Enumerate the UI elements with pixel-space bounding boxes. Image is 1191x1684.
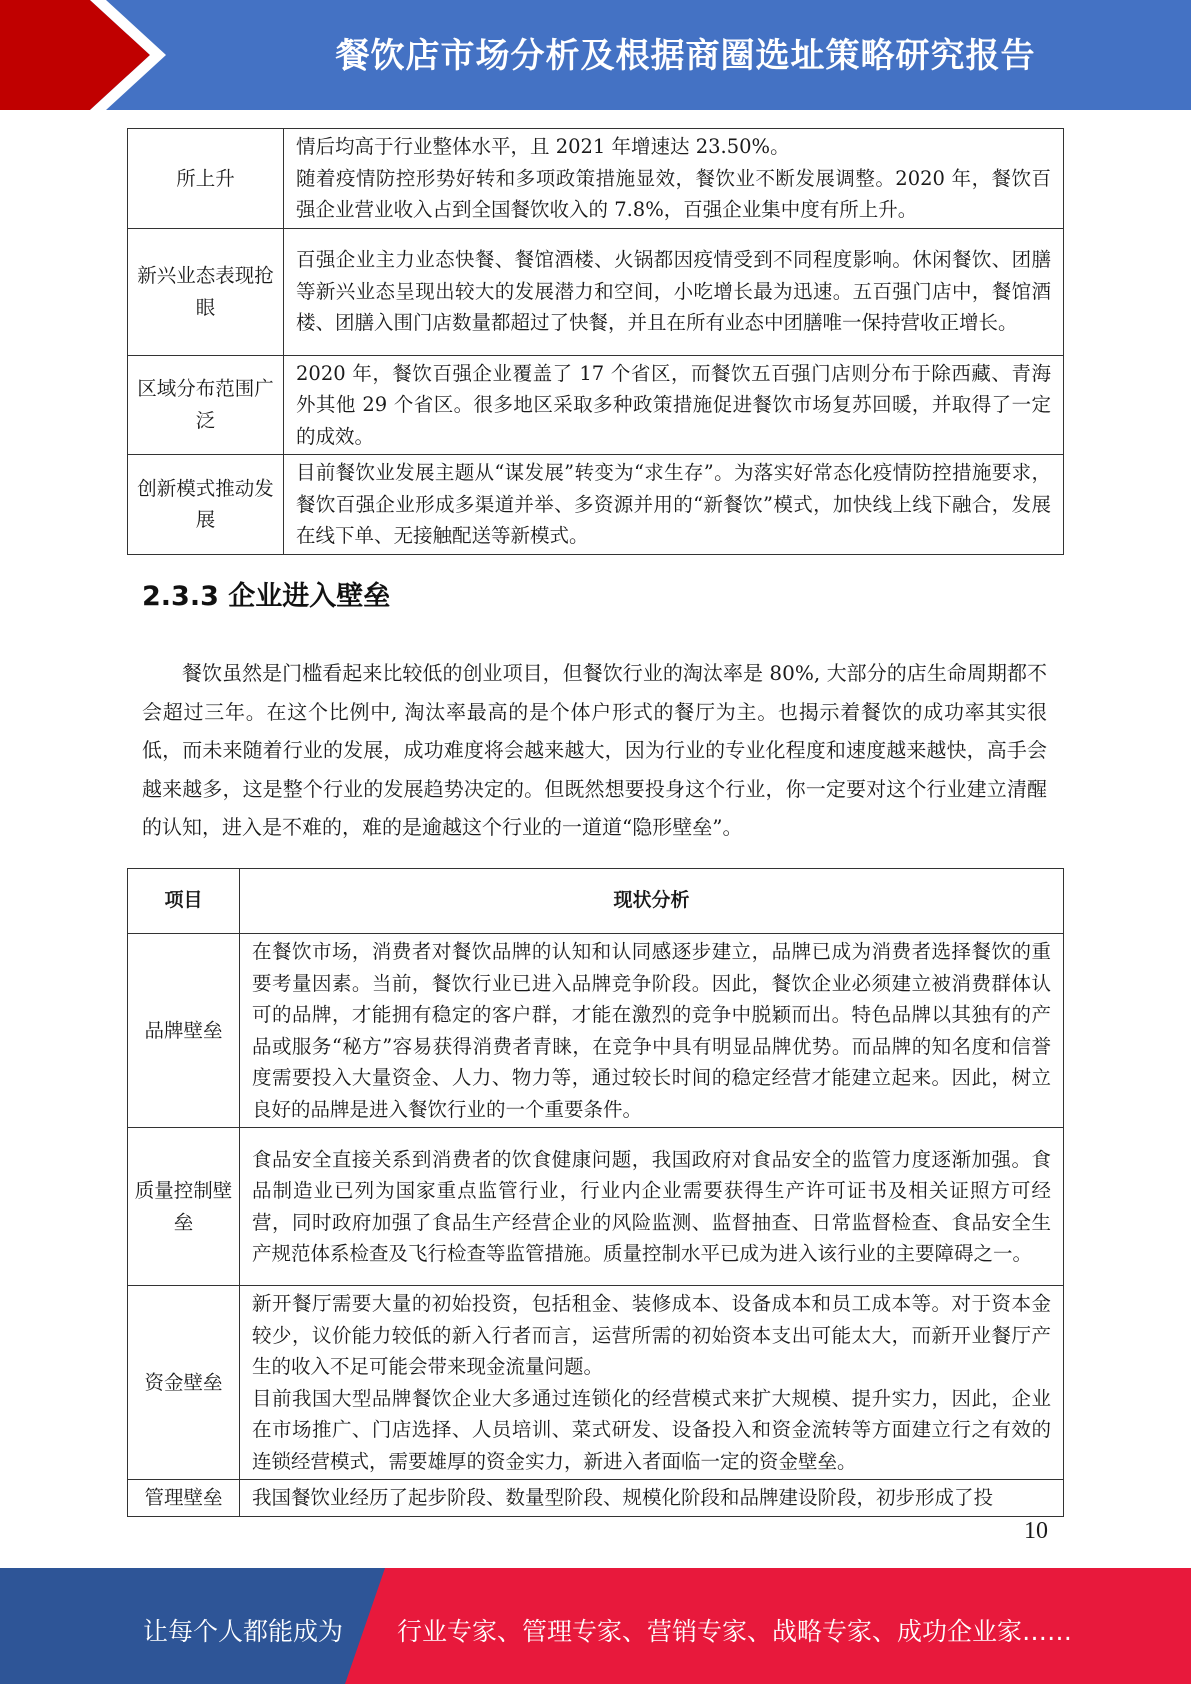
row-content — [240, 934, 1064, 1128]
row-content — [284, 355, 1064, 455]
row-paragraph: 目前餐饮业发展主题从“谋发展”转变为“求生存”。为落实好常态化疫情防控措施要求，餐饮百强企业形成多渠道并举、多资源并用的“新餐饮”模式，加快线上线下融合，发展在线下单、无接触配送等新模式。 — [296, 461, 1051, 547]
table-row — [128, 228, 1064, 355]
row-label: 新兴业态表现抢眼 — [128, 228, 284, 355]
footer-slogan-right: 行业专家、管理专家、营销专家、战略专家、成功企业家…… — [397, 1617, 1073, 1646]
table-row — [128, 1480, 1064, 1517]
table-row — [128, 455, 1064, 555]
row-content — [240, 1286, 1064, 1480]
row-label: 质量控制壁垒 — [128, 1128, 240, 1286]
row-content — [240, 1128, 1064, 1286]
row-paragraph: 百强企业主力业态快餐、餐馆酒楼、火锅都因疫情受到不同程度影响。休闲餐饮、团膳等新兴业态呈现出较大的发展潜力和空间，小吃增长最为迅速。五百强门店中，餐馆酒楼、团膳入围门店数量都超过了快餐，并且在所有业态中团膳唯一保持营收正增长。 — [296, 248, 1051, 335]
row-content — [284, 228, 1064, 355]
row-paragraph: 情后均高于行业整体水平，且 2021 年增速达 23.50%。 — [296, 135, 790, 158]
row-paragraph: 目前我国大型品牌餐饮企业大多通过连锁化的经营模式来扩大规模、提升实力，因此，企业在市场推广、门店选择、人员培训、菜式研发、设备投入和资金流转等方面建立行之有效的连锁经营模式，需要雄厚的资金实力，新进入者面临一定的资金壁垒。 — [252, 1386, 1051, 1473]
table-row — [128, 129, 1064, 229]
row-paragraph: 新开餐厅需要大量的初始投资，包括租金、装修成本、设备成本和员工成本等。对于资本金较少，议价能力较低的新入行者而言，运营所需的初始资本支出可能太大，而新开业餐厅产生的收入不足可能会带来现金流量问题。 — [252, 1292, 1051, 1378]
row-label: 品牌壁垒 — [128, 934, 240, 1128]
row-label: 资金壁垒 — [128, 1286, 240, 1480]
table-header-row — [128, 869, 1064, 934]
section-body-paragraph: 餐饮虽然是门槛看起来比较低的创业项目，但餐饮行业的淘汰率是 80%, 大部分的店生命周期都不会超过三年。在这个比例中, 淘汰率最高的是个体户形式的餐厅为主。也揭示着餐饮的成功率其实很低，而未来随着行业的发展，成功难度将会越来越大，因为行业的专业化程度和速度越来越快，高手会越来越多，这是整个行业的发展趋势决定的。但既然想要投身这个行业，你一定要对这个行业建立清醒的认知，进入是不难的，难的是逾越这个行业的一道道“隐形壁垒”。 — [142, 661, 1047, 839]
row-label: 创新模式推动发展 — [128, 455, 284, 555]
row-content — [284, 129, 1064, 229]
row-label: 区域分布范围广泛 — [128, 355, 284, 455]
header-title: 餐饮店市场分析及根据商圈选址策略研究报告 — [335, 36, 1036, 76]
industry-features-table — [127, 128, 1064, 555]
table-row — [128, 355, 1064, 455]
section-title: 2.3.3 企业进入壁垒 — [142, 581, 391, 612]
column-header-item: 项目 — [128, 869, 240, 934]
page-footer — [0, 1568, 1191, 1684]
row-paragraph: 2020 年，餐饮百强企业覆盖了 17 个省区，而餐饮五百强门店则分布于除西藏、青海外其他 29 个省区。很多地区采取多种政策措施促进餐饮市场复苏回暖，并取得了一定的成效。 — [296, 361, 1051, 448]
row-paragraph: 随着疫情防控形势好转和多项政策措施显效，餐饮业不断发展调整。2020 年，餐饮百强企业营业收入占到全国餐饮收入的 7.8%，百强企业集中度有所上升。 — [296, 166, 1051, 221]
row-paragraph: 食品安全直接关系到消费者的饮食健康问题，我国政府对食品安全的监管力度逐渐加强。食品制造业已列为国家重点监管行业，行业内企业需要获得生产许可证书及相关证照方可经营，同时政府加强了食品生产经营企业的风险监测、监督抽查、日常监督检查、食品安全生产规范体系检查及飞行检查等监管措施。质量控制水平已成为进入该行业的主要障碍之一。 — [252, 1147, 1051, 1265]
table-row — [128, 1128, 1064, 1286]
row-content — [240, 1480, 1064, 1517]
row-label: 管理壁垒 — [128, 1480, 240, 1517]
page-number: 10 — [1024, 1518, 1048, 1544]
header-red-arrow-shape — [0, 0, 150, 110]
footer-slogan-left: 让每个人都能成为 — [143, 1617, 344, 1646]
table-row — [128, 1286, 1064, 1480]
column-header-analysis: 现状分析 — [240, 869, 1064, 934]
row-paragraph: 我国餐饮业经历了起步阶段、数量型阶段、规模化阶段和品牌建设阶段，初步形成了投 — [252, 1486, 994, 1509]
entry-barriers-table — [127, 868, 1064, 1517]
table-row — [128, 934, 1064, 1128]
page-header — [0, 0, 1191, 110]
row-paragraph: 在餐饮市场，消费者对餐饮品牌的认知和认同感逐步建立，品牌已成为消费者选择餐饮的重要考量因素。当前，餐饮行业已进入品牌竞争阶段。因此，餐饮企业必须建立被消费群体认可的品牌，才能拥有稳定的客户群，才能在激烈的竞争中脱颖而出。特色品牌以其独有的产品或服务“秘方”容易获得消费者青睐，在竞争中具有明显品牌优势。而品牌的知名度和信誉度需要投入大量资金、人力、物力等，通过较长时间的稳定经营才能建立起来。因此，树立良好的品牌是进入餐饮行业的一个重要条件。 — [252, 940, 1051, 1121]
row-content — [284, 455, 1064, 555]
row-label: 所上升 — [128, 129, 284, 229]
